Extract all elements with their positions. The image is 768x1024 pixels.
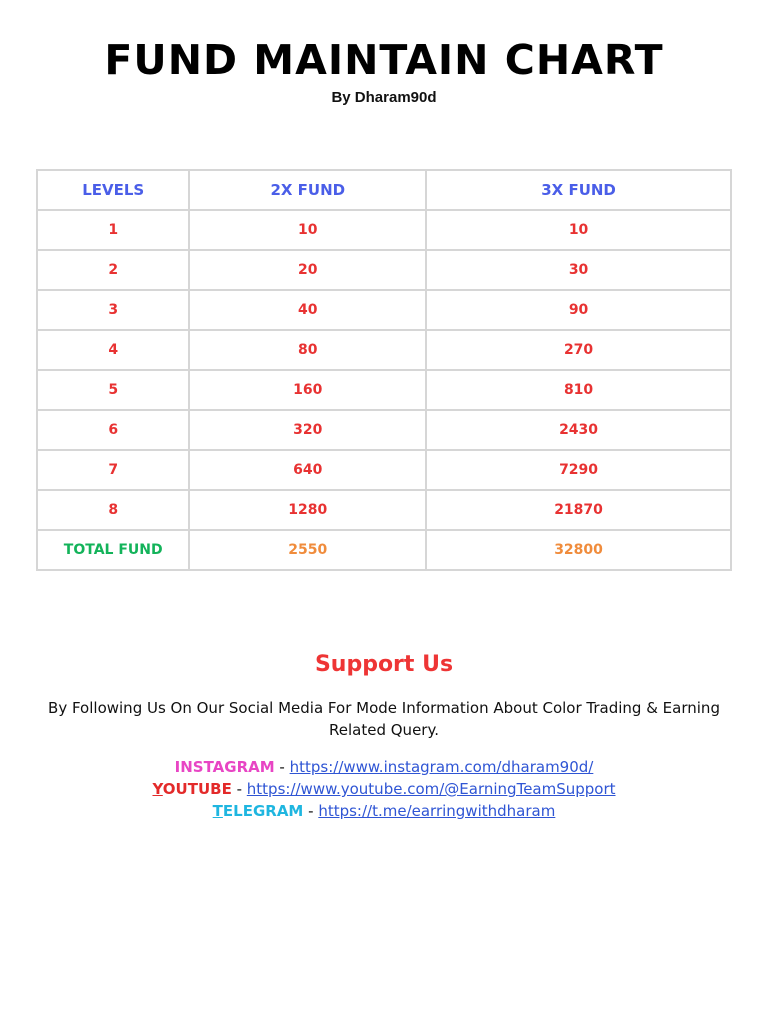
header-2x-fund: 2X FUND bbox=[189, 170, 426, 210]
fund-2x-cell: 20 bbox=[189, 250, 426, 290]
page-title: FUND MAINTAIN CHART bbox=[104, 36, 664, 84]
fund-2x-cell: 40 bbox=[189, 290, 426, 330]
level-cell: 4 bbox=[37, 330, 189, 370]
support-title: Support Us bbox=[314, 652, 454, 677]
instagram-line bbox=[0, 756, 768, 778]
level-cell: 8 bbox=[37, 490, 189, 530]
table-header-row bbox=[37, 170, 731, 210]
table-row bbox=[37, 410, 731, 450]
level-cell: 3 bbox=[37, 290, 189, 330]
fund-3x-cell: 810 bbox=[426, 370, 731, 410]
telegram-line bbox=[0, 800, 768, 822]
telegram-label bbox=[213, 802, 304, 820]
level-cell: 2 bbox=[37, 250, 189, 290]
instagram-label: INSTAGRAM bbox=[174, 758, 275, 776]
youtube-line bbox=[0, 778, 768, 800]
separator: - bbox=[231, 780, 247, 798]
fund-3x-cell: 2430 bbox=[426, 410, 731, 450]
fund-2x-cell: 320 bbox=[189, 410, 426, 450]
support-text: By Following Us On Our Social Media For Mode Information About Color Trading & Earning Related Query. bbox=[48, 699, 720, 739]
table-row bbox=[37, 250, 731, 290]
fund-3x-cell: 90 bbox=[426, 290, 731, 330]
table-row bbox=[37, 490, 731, 530]
header-levels: LEVELS bbox=[37, 170, 189, 210]
level-cell: 7 bbox=[37, 450, 189, 490]
youtube-link[interactable]: https://www.youtube.com/@EarningTeamSupport bbox=[246, 780, 616, 798]
level-cell: 5 bbox=[37, 370, 189, 410]
youtube-label-initial: Y bbox=[152, 780, 163, 798]
fund-3x-cell: 30 bbox=[426, 250, 731, 290]
fund-2x-cell: 160 bbox=[189, 370, 426, 410]
total-3x-fund: 32800 bbox=[426, 530, 731, 570]
telegram-link[interactable]: https://t.me/earringwithdharam bbox=[318, 802, 556, 820]
table-row bbox=[37, 330, 731, 370]
fund-3x-cell: 270 bbox=[426, 330, 731, 370]
fund-2x-cell: 640 bbox=[189, 450, 426, 490]
level-cell: 6 bbox=[37, 410, 189, 450]
fund-3x-cell: 7290 bbox=[426, 450, 731, 490]
fund-2x-cell: 10 bbox=[189, 210, 426, 250]
total-row bbox=[37, 530, 731, 570]
youtube-label bbox=[152, 780, 231, 798]
fund-3x-cell: 10 bbox=[426, 210, 731, 250]
byline: By Dharam90d bbox=[331, 89, 437, 106]
level-cell: 1 bbox=[37, 210, 189, 250]
total-2x-fund: 2550 bbox=[189, 530, 426, 570]
table-row bbox=[37, 210, 731, 250]
header-3x-fund: 3X FUND bbox=[426, 170, 731, 210]
total-fund-label: TOTAL FUND bbox=[37, 530, 189, 570]
table-row bbox=[37, 450, 731, 490]
fund-2x-cell: 1280 bbox=[189, 490, 426, 530]
table-row bbox=[37, 370, 731, 410]
fund-2x-cell: 80 bbox=[189, 330, 426, 370]
telegram-label-rest: ELEGRAM bbox=[222, 802, 304, 820]
fund-3x-cell: 21870 bbox=[426, 490, 731, 530]
telegram-label-initial: T bbox=[212, 802, 223, 820]
separator: - bbox=[274, 758, 290, 776]
fund-table bbox=[36, 169, 732, 571]
table-row bbox=[37, 290, 731, 330]
youtube-label-rest: OUTUBE bbox=[162, 780, 232, 798]
separator: - bbox=[303, 802, 319, 820]
instagram-link[interactable]: https://www.instagram.com/dharam90d/ bbox=[289, 758, 594, 776]
